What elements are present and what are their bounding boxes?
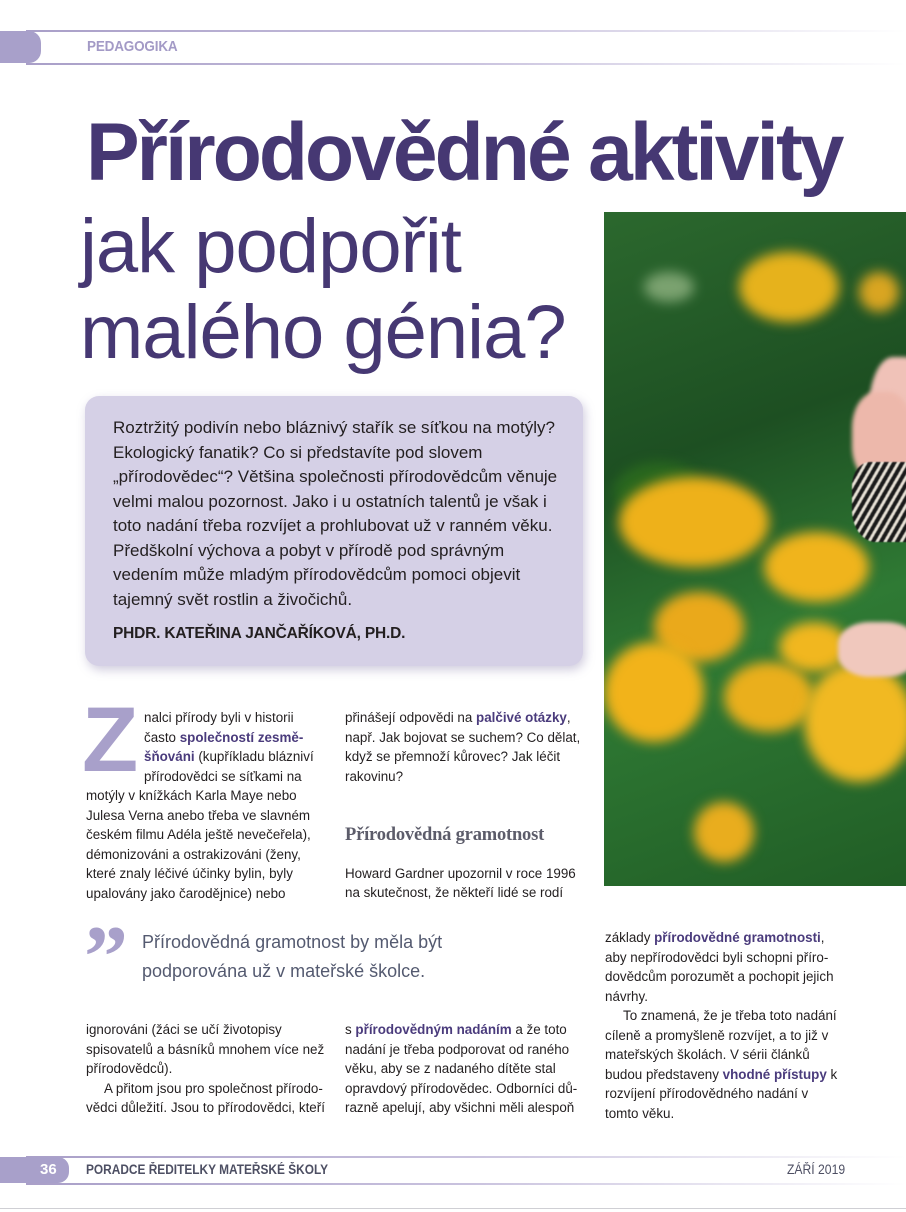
magazine-name: PORADCE ŘEDITELKY MATEŘSKÉ ŠKOLY: [86, 1162, 329, 1177]
intro-paragraph: Z nalci přírody byli v historii často společností zesměšňováni (kupříkladu blázniví přírodovědci se síťkami na motýly v knížkách Karla Maye nebo Julesa Verna anebo třeba ve slavném českém filmu Adéla ještě nevečeřela), démonizováni a ostrakizováni (ženy, které znaly léčivé účinky bylin, byly upalovány jako čarodějnice) nebo: [82, 689, 314, 901]
paragraph: ignorováni (žáci se učí životopisy spisovatelů a básníků mnohem více než přírodovědců).: [86, 1022, 325, 1076]
highlight-term: společností zesměšňováni: [144, 729, 304, 764]
body-column-1: [82, 689, 326, 903]
body-column-3: [605, 928, 845, 1123]
footer-rule-bottom: [26, 1183, 906, 1185]
body-column-1-continued: [86, 1020, 326, 1118]
paragraph: přinášejí odpovědi na palčivé otázky, např. Jak bojovat se suchem? Co dělat, když se přemnoží kůrovec? Jak léčit rakovinu?: [345, 710, 581, 784]
article-title: Přírodovědné aktivity: [86, 107, 842, 198]
lead-paragraph: Roztržitý podivín nebo bláznivý stařík se síťkou na motýly? Ekologický fanatik? Co si představíte pod slovem „přírodovědec“? Většina společnosti přírodovědcům věnuje velmi malou pozornost. Jako i u ostatních talentů je však i toto nadání třeba rozvíjet a prohlubovat už v ranném věku. Předškolní výchova a pobyt v přírodě pod správným vedením může mladým přírodovědcům pomoci objevit tajemný svět rostlin a živočichů.: [113, 418, 558, 609]
header-tab: [0, 31, 41, 63]
header-rule-top: [26, 30, 906, 32]
highlight-term: palčivé otázky: [476, 710, 567, 725]
paragraph: základy přírodovědné gramotnosti, aby nepřírodovědci byli schopni přírodovědcům porozumět a pochopit jejich návrhy.: [605, 930, 834, 1004]
section-header-band: [0, 29, 906, 66]
footer-tab: [0, 1157, 69, 1183]
article-subtitle: [80, 204, 566, 376]
paragraph: A přitom jsou pro společnost přírodovědci důležití. Jsou to přírodovědci, kteří: [86, 1080, 325, 1115]
page-number: 36: [40, 1161, 57, 1178]
section-subheading: Přírodovědná gramotnost: [345, 825, 545, 845]
subtitle-line-1: jak podpořit: [80, 204, 461, 289]
body-column-2: [345, 708, 585, 903]
page-footer: [0, 1156, 906, 1186]
body-column-2-continued: [345, 1020, 585, 1118]
header-rule-bottom: [26, 63, 906, 65]
quote-mark-icon: ”: [84, 909, 128, 1006]
article-photo: [604, 212, 906, 886]
page-edge-rule: [0, 1208, 906, 1209]
paragraph: Howard Gardner upozornil v roce 1996 na skutečnost, že někteří lidé se rodí: [345, 865, 576, 900]
section-label: PEDAGOGIKA: [87, 38, 178, 55]
pull-quote: Přírodovědná gramotnost by měla být podporována už v mateřské školce.: [142, 932, 443, 981]
paragraph: s přírodovědným nadáním a že toto nadání je třeba podporovat od raného věku, aby se z nadaného dítěte stal opravdový přírodovědec. Odborníci důrazně apelují, aby všichni měli alespoň: [345, 1022, 578, 1115]
author-byline: PHDR. KATEŘINA JANČAŘÍKOVÁ, PH.D.: [113, 625, 406, 642]
paragraph: To znamená, že je třeba toto nadání cíleně a promyšleně rozvíjet, a to již v mateřských školách. V sérii článků budou představeny vhodné přístupy k rozvíjení přírodovědného nadání v tomto věku.: [605, 1008, 838, 1121]
highlight-term: přírodovědné gramotnosti: [654, 930, 821, 945]
issue-date: ZÁŘÍ 2019: [787, 1162, 846, 1177]
highlight-term: vhodné přístupy: [722, 1066, 827, 1082]
footer-rule-top: [26, 1156, 906, 1158]
subtitle-line-2: malého génia?: [80, 290, 566, 375]
drop-cap: Z: [82, 689, 139, 791]
lead-box: [85, 396, 583, 666]
highlight-term: přírodovědným nadáním: [355, 1022, 512, 1037]
